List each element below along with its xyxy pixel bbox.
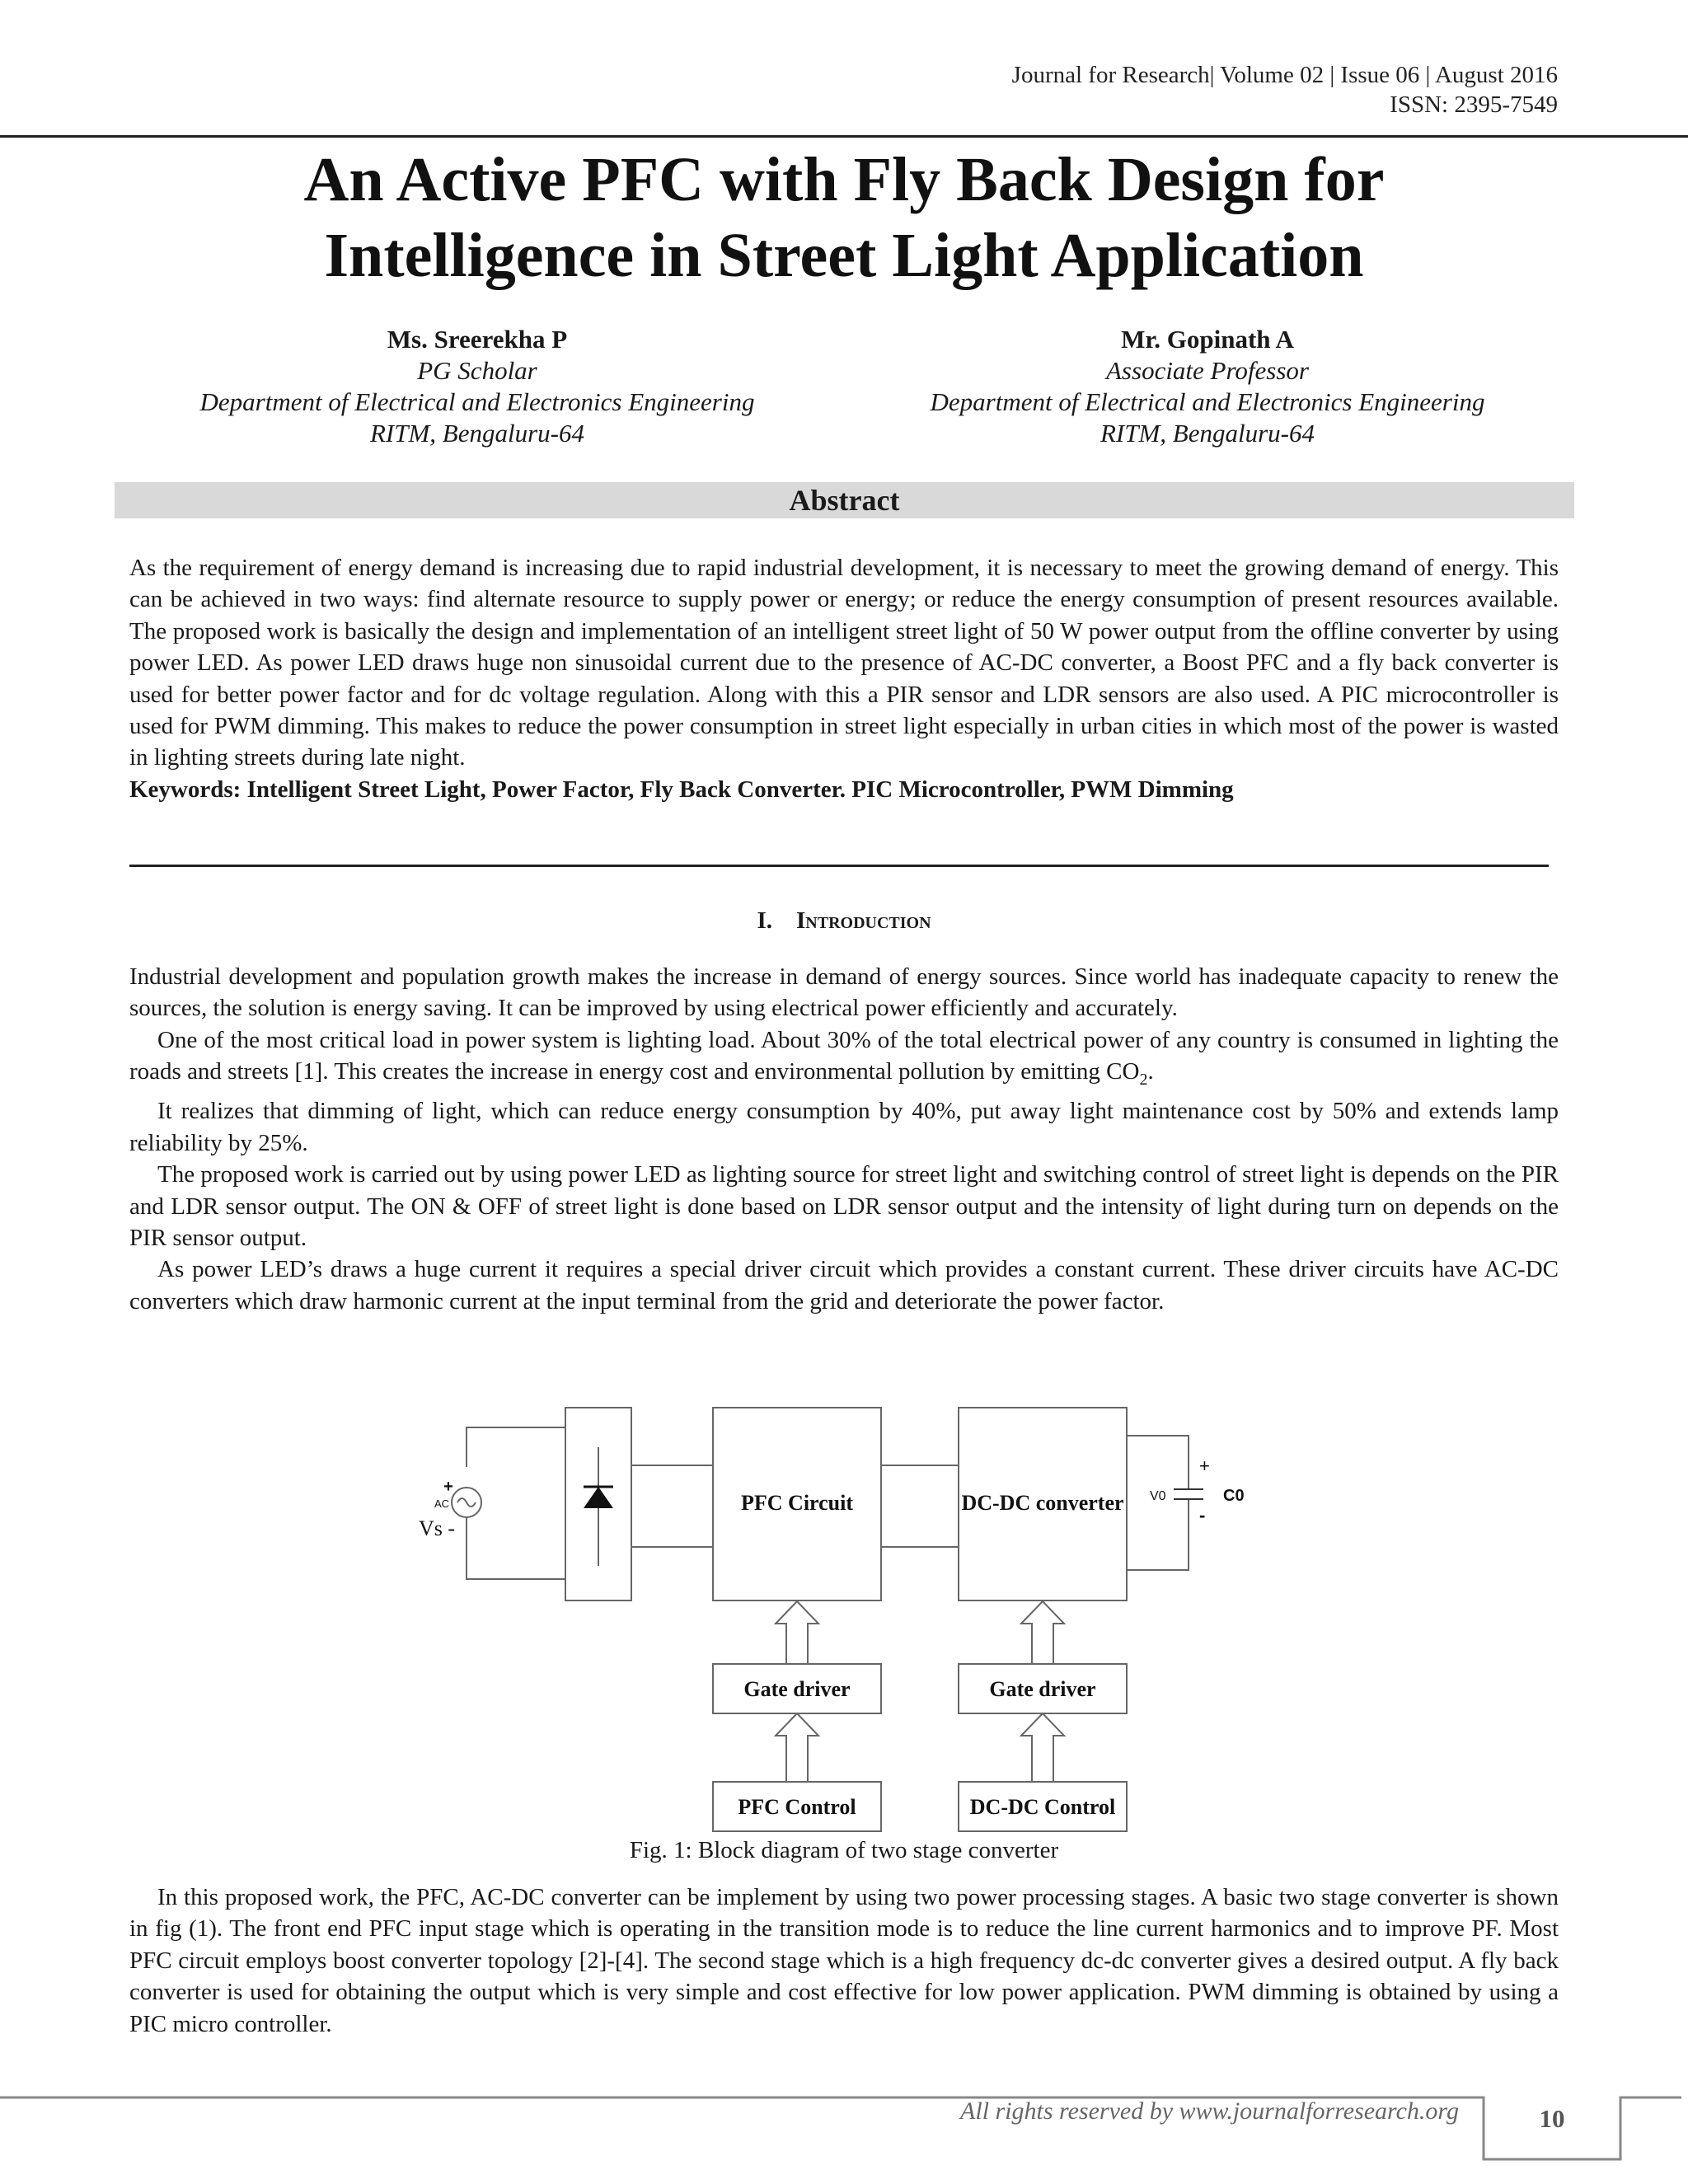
diode-icon <box>584 1487 613 1508</box>
plus-label: + <box>443 1478 453 1496</box>
paper-title-line-1: An Active PFC with Fly Back Design for <box>303 145 1385 214</box>
paragraph-text: One of the most critical load in power system is lighting load. About 30% of the total electrical power of any country is consumed in lighting the roads and streets [1]. This creates the increase in energy cost and environmental pollution by emitting CO <box>129 1026 1559 1085</box>
figure-caption: Fig. 1: Block diagram of two stage converter <box>629 1837 1059 1863</box>
paragraph: The proposed work is carried out by using power LED as lighting source for street light and switching control of street light is depends on the PIR and LDR sensor output. The ON & OFF of street light is done based on LDR sensor output and the intensity of light during turn on depends on the PIR sensor output. <box>129 1161 1559 1252</box>
abstract-divider <box>129 865 1549 867</box>
arrow-up <box>1021 1713 1064 1782</box>
paper-title-line-2: Intelligence in Street Light Application <box>324 221 1364 290</box>
gate-driver-2-label: Gate driver <box>989 1677 1096 1701</box>
author-department: Department of Electrical and Electronics Engineering <box>199 387 755 416</box>
section-title: Introduction <box>796 907 931 934</box>
page-number: 10 <box>1539 2104 1565 2133</box>
dcdc-control-label: DC-DC Control <box>969 1795 1116 1819</box>
author-1 <box>148 324 807 449</box>
author-role: PG Scholar <box>417 356 537 385</box>
author-role: Associate Professor <box>1106 356 1309 385</box>
paragraph: Industrial development and population growth makes the increase in demand of energy sources. Since world has inadequate capacity to renew the sources, the solution is energy saving. It can be improved by using electrical power efficiently and accurately. <box>129 963 1559 1022</box>
footer-rights: All rights reserved by www.journalforresearch.org <box>960 2097 1459 2125</box>
introduction-continued <box>129 1882 1559 2040</box>
author-institution: RITM, Bengaluru-64 <box>1100 419 1315 448</box>
author-institution: RITM, Bengaluru-64 <box>369 419 585 448</box>
paragraph-end: . <box>1147 1058 1154 1085</box>
pfc-control-label: PFC Control <box>738 1795 856 1819</box>
subscript: 2 <box>1139 1071 1148 1090</box>
abstract-text: As the requirement of energy demand is increasing due to rapid industrial development, it is necessary to meet the growing demand of energy. This can be achieved in two ways: find alternate resource to supply power or energy; or reduce the energy consumption of present resources available. The proposed work is basically the design and implementation of an intelligent street light of 50 W power output from the offline converter by using power LED. As power LED draws huge non sinusoidal current due to the presence of AC-DC converter, a Boost PFC and a fly back converter is used for better power factor and for dc voltage regulation. Along with this a PIR sensor and LDR sensors are also used. A PIC microcontroller is used for PWM dimming. This makes to reduce the power consumption in street light especially in urban cities in which most of the power is wasted in lighting streets during late night. <box>129 555 1559 771</box>
paragraph: It realizes that dimming of light, which can reduce energy consumption by 40%, put away light maintenance cost by 50% and extends lamp reliability by 25%. <box>129 1098 1559 1156</box>
paragraph <box>129 1024 1559 1096</box>
author-2 <box>878 324 1537 449</box>
wire <box>467 1427 565 1467</box>
paragraph: In this proposed work, the PFC, AC-DC converter can be implement by using two power processing stages. A basic two stage converter is shown in fig (1). The front end PFC input stage which is operating in the transition mode is to reduce the line current harmonics and to improve PF. Most PFC circuit employs boost converter topology [2]-[4]. The second stage which is a high frequency dc-dc converter gives a desired output. A fly back converter is used for obtaining the output which is very simple and cost effective for low power application. PWM dimming is obtained by using a PIC micro controller. <box>129 1884 1559 2037</box>
wire <box>467 1517 565 1579</box>
output-plus-label: + <box>1199 1455 1210 1476</box>
output-minus-label: - <box>1199 1505 1206 1526</box>
header-divider <box>0 135 1688 138</box>
c0-label: C0 <box>1223 1487 1245 1505</box>
author-name: Ms. Sreerekha P <box>387 325 568 354</box>
issn: ISSN: 2395-7549 <box>1390 91 1558 118</box>
journal-info: Journal for Research| Volume 02 | Issue 06 | August 2016 <box>1011 62 1558 88</box>
dcdc-converter-label: DC-DC converter <box>961 1491 1124 1515</box>
author-name: Mr. Gopinath A <box>1121 325 1294 354</box>
keywords: Keywords: Intelligent Street Light, Power Factor, Fly Back Converter. PIC Microcontroller, PWM Dimming <box>129 776 1234 803</box>
paragraph: As power LED’s draws a huge current it requires a special driver circuit which provides a constant current. These driver circuits have AC-DC converters which draw harmonic current at the input terminal from the grid and deteriorate the power factor. <box>129 1256 1559 1315</box>
pfc-circuit-label: PFC Circuit <box>741 1491 853 1515</box>
v0-label: V0 <box>1150 1489 1166 1503</box>
ac-label: AC <box>434 1497 450 1510</box>
vs-label: Vs - <box>419 1516 456 1540</box>
block-diagram <box>0 1385 1688 1846</box>
wire <box>1127 1499 1189 1570</box>
arrow-up <box>1021 1601 1064 1664</box>
arrow-up <box>776 1713 818 1782</box>
sine-icon <box>457 1498 476 1507</box>
abstract-heading: Abstract <box>115 482 1574 518</box>
author-department: Department of Electrical and Electronics Engineering <box>930 387 1485 416</box>
arrow-up <box>776 1601 818 1664</box>
introduction-body <box>129 961 1559 1317</box>
section-number: I. <box>757 907 772 934</box>
section-heading-introduction <box>0 905 1688 936</box>
abstract-body <box>129 552 1559 805</box>
wire <box>1127 1436 1189 1489</box>
gate-driver-1-label: Gate driver <box>743 1677 851 1701</box>
